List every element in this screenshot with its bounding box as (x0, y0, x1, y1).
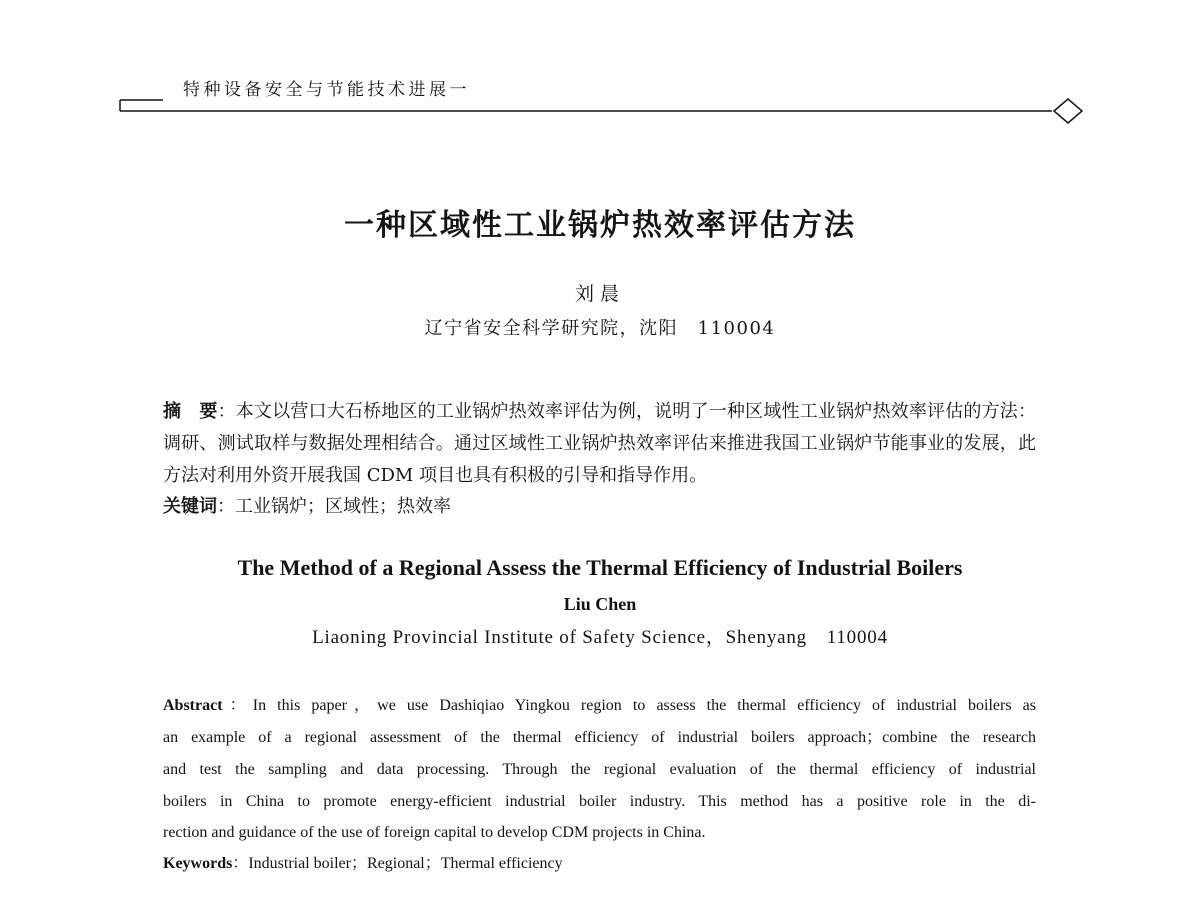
keywords-cn (163, 493, 1036, 521)
abstract-en-text: ：In this paper，we use Dashiqiao Yingkou region to assess the thermal efficiency of industrial boilers as (222, 697, 1036, 714)
abstract-cn-line: 调研、测试取样与数据处理相结合。通过区域性工业锅炉热效率评估来推进我国工业锅炉节能事业的发展，此 (163, 433, 1036, 454)
diamond-icon (1054, 99, 1082, 123)
header-rule-bracket (120, 100, 1052, 111)
affiliation-cn: 辽宁省安全科学研究院，沈阳 110004 (424, 318, 776, 339)
abstract-en-line (163, 692, 1036, 720)
affiliation-en: Liaoning Provincial Institute of Safety Science，Shenyang 110004 (312, 627, 888, 648)
keywords-en-text: ：Industrial boiler；Regional；Thermal efficiency (232, 855, 563, 872)
abstract-cn-text: ：本文以营口大石桥地区的工业锅炉热效率评估为例，说明了一种区域性工业锅炉热效率评估的方法： (217, 401, 1036, 422)
keywords-en-label: Keywords (163, 855, 233, 872)
abstract-en-line: rection and guidance of the use of foreign capital to develop CDM projects in China. (163, 824, 706, 841)
abstract-en-line: and test the sampling and data processing. Through the regional evaluation of the thermal efficiency of industrial (163, 761, 1036, 778)
author-en: Liu Chen (563, 594, 637, 614)
abstract-cn-label: 摘 要 (163, 401, 218, 422)
keywords-en (163, 850, 1036, 878)
abstract-en-label: Abstract (163, 697, 223, 714)
author-cn: 刘晨 (574, 283, 625, 305)
abstract-en-line: boilers in China to promote energy-efficient industrial boiler industry. This method has a positive role in the di- (163, 793, 1036, 810)
keywords-cn-text: ：工业锅炉；区域性；热效率 (217, 496, 451, 517)
keywords-cn-label: 关键词 (163, 496, 217, 517)
paper-title-cn: 一种区域性工业锅炉热效率评估方法 (344, 208, 856, 243)
abstract-cn-line: 方法对利用外资开展我国 CDM 项目也具有积极的引导和指导作用。 (163, 465, 708, 486)
paper-title-en: The Method of a Regional Assess the Thermal Efficiency of Industrial Boilers (237, 555, 963, 580)
abstract-en-line: an example of a regional assessment of the thermal efficiency of industrial boilers approach；combine the research (163, 729, 1036, 746)
journal-header: 特种设备安全与节能技术进展一 (183, 80, 470, 100)
header-rule (115, 95, 1090, 130)
abstract-cn-line (163, 398, 1036, 426)
